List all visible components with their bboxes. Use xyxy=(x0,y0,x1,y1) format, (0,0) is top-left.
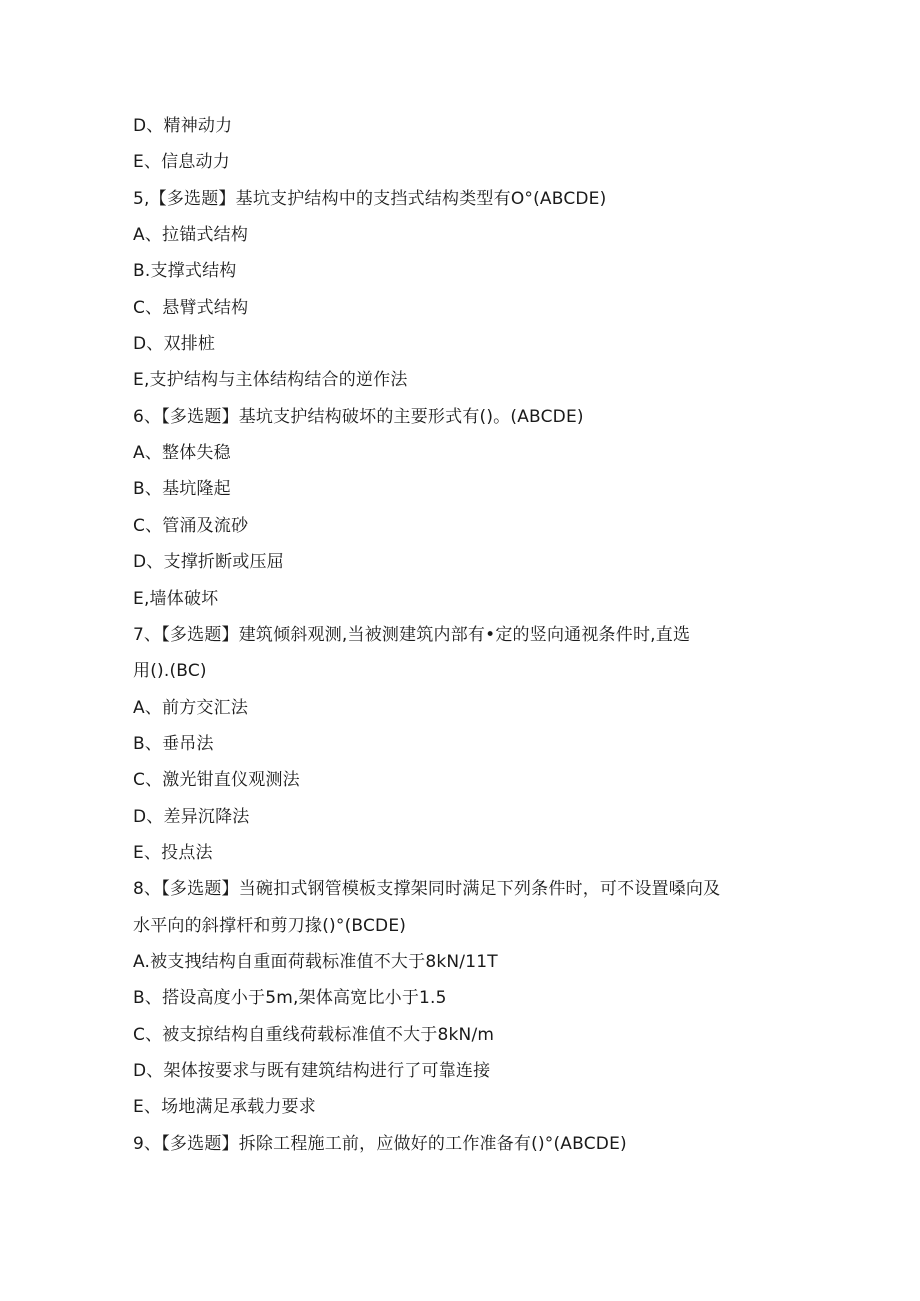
option-a-line: A、前方交汇法 xyxy=(133,698,249,718)
option-d-line: D、差异沉降法 xyxy=(133,807,250,827)
question-7-line-1: 7、【多选题】建筑倾斜观测,当被测建筑内部有•定的竖向通视条件时,直选 xyxy=(133,625,691,645)
question-8-line-2: 水平向的斜撑杆和剪刀掾()°(BCDE) xyxy=(133,916,407,936)
option-e-line: E、信息动力 xyxy=(133,152,230,172)
option-d-line: D、双排桩 xyxy=(133,334,216,354)
question-5-line: 5,【多选题】基坑支护结构中的支挡式结构类型有O°(ABCDE) xyxy=(133,189,607,209)
option-d-line: D、支撑折断或压屈 xyxy=(133,552,284,572)
option-e-line: E、场地满足承载力要求 xyxy=(133,1097,316,1117)
option-b-line: B、垂吊法 xyxy=(133,734,214,754)
option-d-line: D、精神动力 xyxy=(133,116,233,136)
question-6-line: 6、【多选题】基坑支护结构破坏的主要形式有()。(ABCDE) xyxy=(133,407,584,427)
option-e-line: E,支护结构与主体结构结合的逆作法 xyxy=(133,370,408,390)
option-c-line: C、管涌及流砂 xyxy=(133,516,249,536)
option-b-line: B、搭设高度小于5m,架体高宽比小于1.5 xyxy=(133,988,447,1008)
question-8-line-1: 8、【多选题】当碗扣式钢管模板支撑架同时满足下列条件时，可不设置嗓向及 xyxy=(133,879,721,899)
question-7-line-2: 用().(BC) xyxy=(133,661,207,681)
question-9-line: 9、【多选题】拆除工程施工前，应做好的工作准备有()°(ABCDE) xyxy=(133,1134,627,1154)
option-e-line: E,墙体破坏 xyxy=(133,589,219,609)
option-d-line: D、架体按要求与既有建筑结构进行了可靠连接 xyxy=(133,1061,491,1081)
option-e-line: E、投点法 xyxy=(133,843,213,863)
option-a-line: A、拉锚式结构 xyxy=(133,225,249,245)
option-b-line: B、基坑隆起 xyxy=(133,479,231,499)
option-c-line: C、被支掠结构自重线荷载标准值不大于8kN∕m xyxy=(133,1025,495,1045)
option-a-line: A、整体失稳 xyxy=(133,443,231,463)
option-c-line: C、激光钳直仪观测法 xyxy=(133,770,300,790)
option-b-line: B.支撑式结构 xyxy=(133,261,237,281)
option-c-line: C、悬臂式结构 xyxy=(133,298,249,318)
option-a-line: A.被支拽结构自重面荷载标准值不大于8kN∕11T xyxy=(133,952,498,972)
